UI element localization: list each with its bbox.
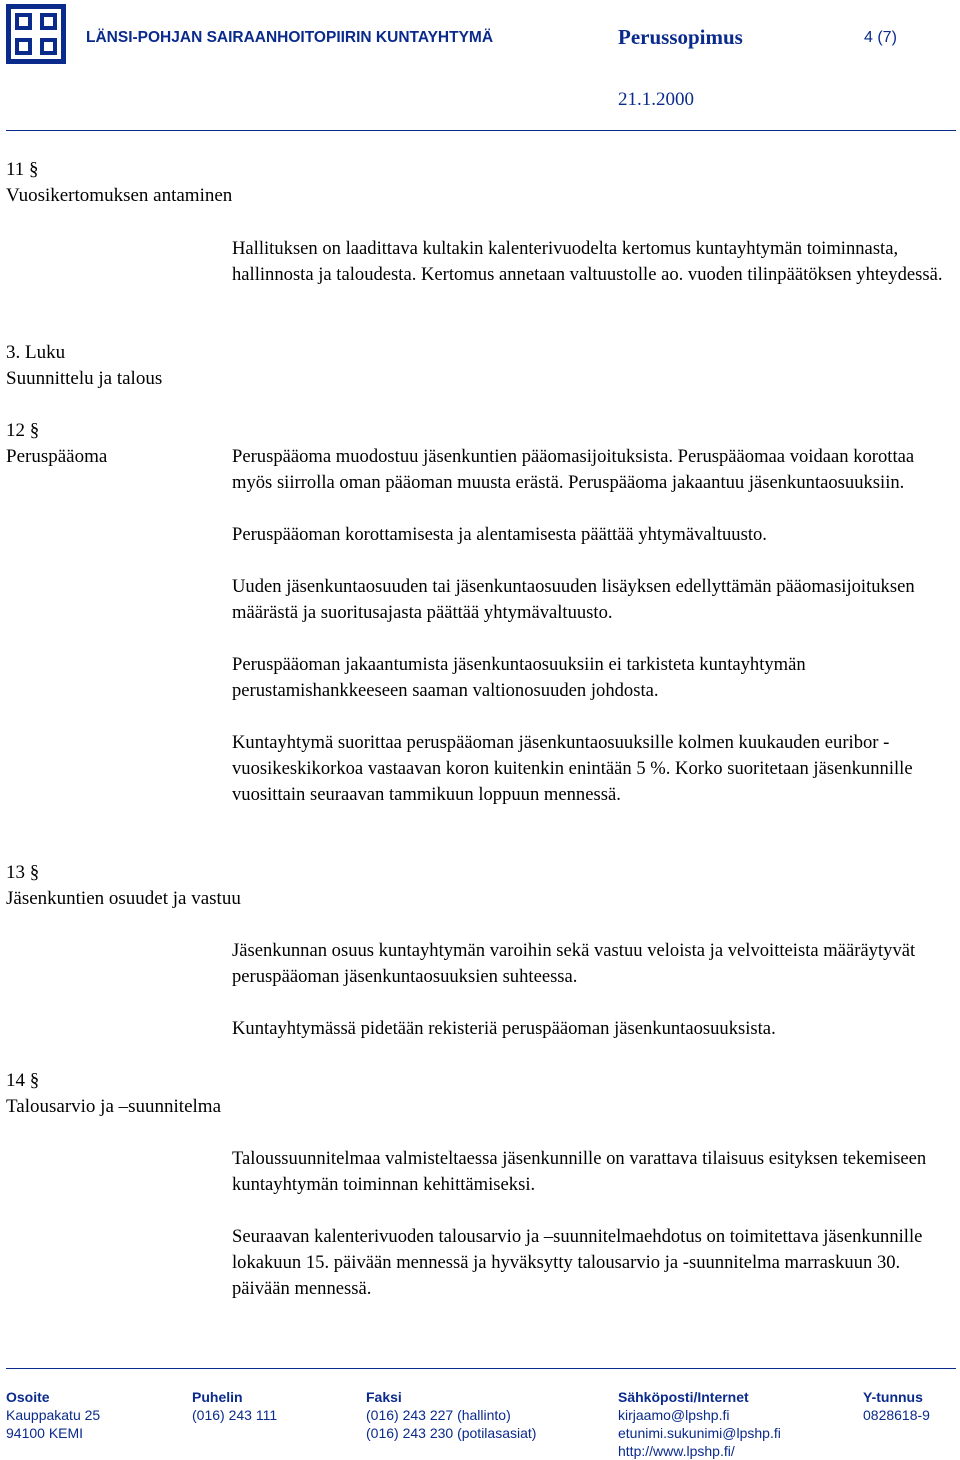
email-pattern: etunimi.sukunimi@lpshp.fi <box>618 1425 781 1441</box>
paragraph: Taloussuunnitelmaa valmisteltaessa jäsenkunnille on varattava tilaisuus esityksen tekemiseen kuntayhtymän toiminnan kehittämiseksi. <box>232 1148 927 1195</box>
paragraph: Uuden jäsenkuntaosuuden tai jäsenkuntaosuuden lisäyksen edellyttämän pääomasijoituksen määrästä ja suoritusajasta päättää yhtymävaltuusto. <box>232 576 915 623</box>
paragraph: Kuntayhtymässä pidetään rekisteriä peruspääoman jäsenkuntaosuuksista. <box>232 1018 776 1039</box>
section-13-number: 13 § <box>6 862 40 883</box>
paragraph: Seuraavan kalenterivuoden talousarvio ja –suunnitelmaehdotus on toimitettava jäsenkunnille lokakuun 15. päivään mennessä ja hyväksytty talousarvio ja -suunnitelma marraskuun 30. päivään mennessä. <box>232 1226 923 1299</box>
footer-business-id: Y-tunnus 0828618-9 <box>863 1389 930 1423</box>
section-11-number: 11 § <box>6 159 39 180</box>
chapter-number: 3. Luku <box>6 342 66 363</box>
footer-fax: Faksi (016) 243 227 (hallinto) (016) 243 230 (potilasasiat) <box>366 1389 537 1441</box>
website-link[interactable]: http://www.lpshp.fi/ <box>618 1443 735 1459</box>
paragraph: Jäsenkunnan osuus kuntayhtymän varoihin sekä vastuu veloista ja velvoitteista määräytyvät peruspääoman jäsenkuntaosuuksien suhteessa. <box>232 940 916 987</box>
paragraph: Peruspääoman korottamisesta ja alentamisesta päättää yhtymävaltuusto. <box>232 524 767 545</box>
paragraph: Peruspääoma muodostuu jäsenkuntien pääomasijoituksista. Peruspääomaa voidaan korottaa myös siirrolla oman pääoman muusta erästä. Peruspääoma jakaantuu jäsenkuntaosuuksiin. <box>232 446 915 493</box>
paragraph: Kuntayhtymä suorittaa peruspääoman jäsenkuntaosuuksille kolmen kuukauden euribor -vuosikeskikorkoa vastaavan koron kuitenkin enintään 5 %. Korko suoritetaan jäsenkunnille vuosittain seuraavan tammikuun loppuun mennessä. <box>232 732 913 805</box>
section-14-body <box>232 1146 944 1302</box>
organization-logo <box>6 4 66 64</box>
footer-address: Osoite Kauppakatu 25 94100 KEMI <box>6 1389 101 1441</box>
document-date: 21.1.2000 <box>618 89 694 110</box>
section-13-title: Jäsenkuntien osuudet ja vastuu <box>6 888 241 909</box>
footer-email: Sähköposti/Internet kirjaamo@lpshp.fi etunimi.sukunimi@lpshp.fi http://www.lpshp.fi/ <box>618 1389 781 1459</box>
paragraph: Peruspääoman jakaantumista jäsenkuntaosuuksiin ei tarkisteta kuntayhtymän perustamishankkeeseen saaman valtionosuuden johdosta. <box>232 654 806 701</box>
section-12-number: 12 § <box>6 420 40 441</box>
page-number: 4 (7) <box>864 29 897 46</box>
footer-rule <box>6 1368 956 1369</box>
document-title: Perussopimus <box>618 25 743 49</box>
organization-name: LÄNSI-POHJAN SAIRAANHOITOPIIRIN KUNTAYHTYMÄ <box>86 29 494 46</box>
section-13-body <box>232 938 944 1042</box>
paragraph: Hallituksen on laadittava kultakin kalenterivuodelta kertomus kuntayhtymän toiminnasta, hallinnosta ja taloudesta. Kertomus annetaan valtuustolle ao. vuoden tilinpäätöksen yhteydessä. <box>232 238 943 285</box>
section-14-title: Talousarvio ja –suunnitelma <box>6 1096 222 1117</box>
header-rule <box>6 130 956 131</box>
section-12-title: Peruspääoma <box>6 446 108 467</box>
section-14-number: 14 § <box>6 1070 40 1091</box>
section-12-body <box>232 444 944 808</box>
footer-phone: Puhelin (016) 243 111 <box>192 1389 278 1423</box>
chapter-title: Suunnittelu ja talous <box>6 368 163 389</box>
email-link[interactable]: kirjaamo@lpshp.fi <box>618 1407 730 1423</box>
section-11-body <box>232 236 944 288</box>
section-11-title: Vuosikertomuksen antaminen <box>6 185 233 206</box>
